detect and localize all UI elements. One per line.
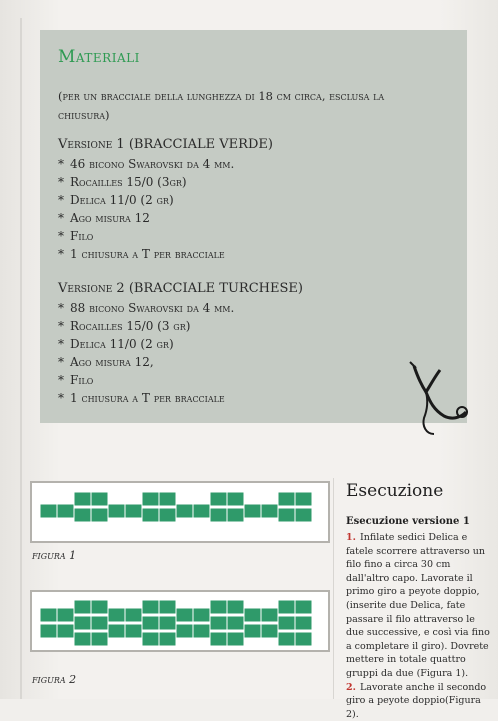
bead <box>210 632 227 646</box>
version2-title: Versione 2 (BRACCIALE TURCHESE) <box>58 281 303 296</box>
figure1-caption: figura 1 <box>32 549 77 562</box>
frame-left-line <box>20 18 22 430</box>
bead <box>210 508 227 522</box>
bead <box>91 600 108 614</box>
figure1-beadwork <box>32 483 332 545</box>
list-item: * Delica 11/0 (2 gr) <box>58 193 174 207</box>
bead <box>176 624 193 638</box>
bead <box>125 608 142 622</box>
frame-left-line-bottom <box>20 430 22 699</box>
bead <box>261 624 278 638</box>
bead <box>244 504 261 518</box>
bead <box>193 608 210 622</box>
bead <box>193 624 210 638</box>
figure2-pattern <box>30 590 330 652</box>
figure1-pattern <box>30 481 330 543</box>
bead <box>210 492 227 506</box>
bead <box>142 492 159 506</box>
bead <box>295 616 312 630</box>
list-item: * Ago misura 12 <box>58 211 150 225</box>
step-1 <box>346 531 494 681</box>
bead <box>278 508 295 522</box>
bead <box>227 492 244 506</box>
version1-list <box>58 155 234 263</box>
list-item: * Rocailles 15/0 (3gr) <box>58 175 187 189</box>
bead <box>193 504 210 518</box>
bead <box>244 608 261 622</box>
bead <box>295 632 312 646</box>
bead <box>244 624 261 638</box>
list-item: * Filo <box>58 373 94 387</box>
bead <box>108 624 125 638</box>
version1-title: Versione 1 (BRACCIALE VERDE) <box>58 137 273 152</box>
bead <box>125 624 142 638</box>
bead <box>108 608 125 622</box>
figure2-beadwork <box>32 592 332 670</box>
list-item: * Rocailles 15/0 (3 gr) <box>58 319 191 333</box>
bead <box>261 504 278 518</box>
bead <box>159 600 176 614</box>
bead <box>91 632 108 646</box>
list-item: * 88 bicono Swarovski da 4 mm. <box>58 301 235 315</box>
list-item: * Ago misura 12, <box>58 355 154 369</box>
bead <box>40 504 57 518</box>
bead <box>91 508 108 522</box>
bead <box>40 608 57 622</box>
bead <box>159 508 176 522</box>
bead <box>278 616 295 630</box>
list-item: * Delica 11/0 (2 gr) <box>58 337 174 351</box>
bead <box>91 616 108 630</box>
bead <box>176 608 193 622</box>
step-text: Lavorate anche il secondo giro a peyote doppio(Figura 2). <box>346 681 487 720</box>
execution-subtitle: Esecuzione versione 1 <box>346 516 470 527</box>
bead <box>74 492 91 506</box>
step-2 <box>346 681 494 721</box>
bead <box>57 608 74 622</box>
bead <box>227 600 244 614</box>
bead <box>278 632 295 646</box>
list-item: * 1 chiusura a T per bracciale <box>58 391 225 405</box>
materials-intro: (per un bracciale della lunghezza di 18 cm circa, esclusa la chiusura) <box>58 89 385 122</box>
scissors-decoration-icon <box>404 356 474 438</box>
bead <box>295 492 312 506</box>
bead <box>159 492 176 506</box>
materials-title: Materiali <box>58 47 140 67</box>
step-text: Infilate sedici Delica e fatele scorrere attraverso un filo fino a circa 30 cm dall'altro capo. Lavorate il primo giro a peyote doppio, (inserite due Delica, fate passare il filo attraverso le due successive, e così via fino a completare il giro). Dovrete mettere in totale quattro gruppi da due (Figura 1). <box>346 532 490 679</box>
bead <box>74 508 91 522</box>
list-item: * Filo <box>58 229 94 243</box>
bead <box>125 504 142 518</box>
bead <box>142 616 159 630</box>
bead <box>295 600 312 614</box>
column-divider <box>333 478 334 699</box>
figure2-caption: figura 2 <box>32 673 77 686</box>
bead <box>74 616 91 630</box>
execution-steps <box>346 531 494 721</box>
bead <box>74 600 91 614</box>
bead <box>74 632 91 646</box>
bead <box>57 624 74 638</box>
bead <box>108 504 125 518</box>
bead <box>278 600 295 614</box>
bead <box>176 504 193 518</box>
list-item: * 46 bicono Swarovski da 4 mm. <box>58 157 235 171</box>
list-item: * 1 chiusura a T per bracciale <box>58 247 225 261</box>
bead <box>159 632 176 646</box>
bead <box>142 600 159 614</box>
bead <box>91 492 108 506</box>
bead <box>57 504 74 518</box>
bead <box>210 600 227 614</box>
bead <box>40 624 57 638</box>
bead <box>261 608 278 622</box>
bead <box>159 616 176 630</box>
bead <box>142 508 159 522</box>
bead <box>210 616 227 630</box>
execution-title: Esecuzione <box>346 481 444 501</box>
step-number: 1. <box>346 532 356 543</box>
bead <box>295 508 312 522</box>
bead <box>227 616 244 630</box>
step-number: 2. <box>346 681 356 693</box>
bead <box>227 632 244 646</box>
bead <box>227 508 244 522</box>
bead <box>278 492 295 506</box>
bead <box>142 632 159 646</box>
version2-list <box>58 299 234 407</box>
